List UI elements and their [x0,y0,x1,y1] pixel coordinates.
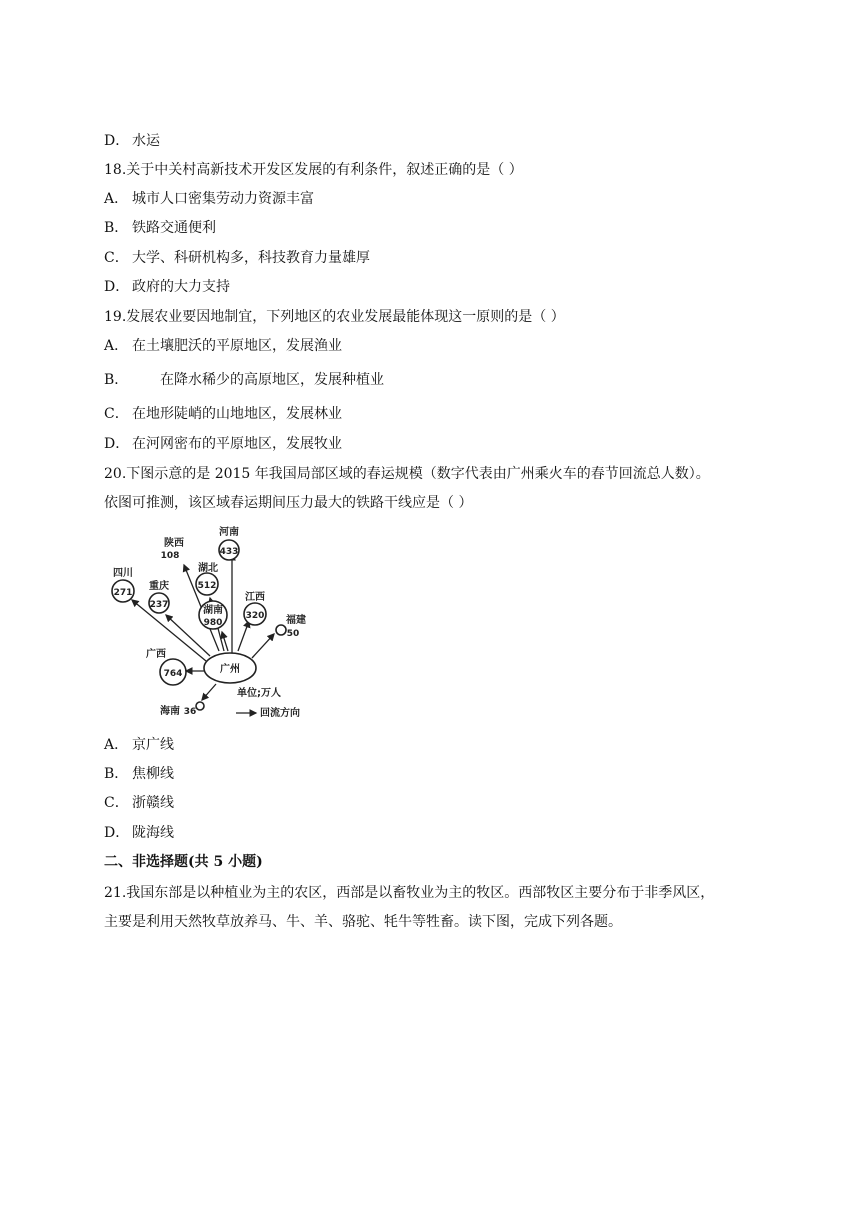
node-value-sichuan: 271 [113,588,133,598]
spring-festival-migration-diagram [104,520,334,725]
q20-option-c [104,793,174,813]
node-name-henan: 河南 [219,527,239,538]
node-name-shaanxi: 陕西 [164,538,184,549]
fujian-circle [276,625,286,635]
node-value-guangxi: 764 [163,669,183,679]
q20-option-a [104,735,174,755]
q18-option-c [104,248,370,268]
q19-option-c [104,404,342,424]
node-name-guangxi: 广西 [146,649,166,660]
option-text: 在土壤肥沃的平原地区，发展渔业 [132,338,342,354]
arrow-jiangxi [238,621,249,651]
node-name-hunan: 湖南 [203,605,223,616]
option-letter: A． [104,737,129,753]
option-text: 城市人口密集劳动力资源丰富 [132,191,314,207]
node-value-fujian: 50 [286,629,300,639]
q19-stem: 19.发展农业要因地制宜，下列地区的农业发展最能体现这一原则的是（ ） [104,309,565,325]
q20-option-b [104,764,174,784]
q20-option-d [104,823,174,843]
q18-option-b [104,218,216,238]
q19-option-d [104,434,342,454]
q19-option-a [104,336,342,356]
q18-option-a [104,189,314,209]
option-text: 铁路交通便利 [132,220,216,236]
option-letter: A． [104,338,129,354]
option-text: 政府的大力支持 [132,279,230,295]
node-value-shaanxi: 108 [160,551,180,561]
option-text: 京广线 [132,737,174,753]
arrow-sichuan [132,600,206,661]
node-value-jiangxi: 320 [245,611,265,621]
option-text: 在降水稀少的高原地区，发展种植业 [160,372,384,388]
q19-option-b [104,370,384,390]
q21-line1: 21.我国东部是以种植业为主的农区，西部是以畜牧业为主的牧区。西部牧区主要分布于非季风区， [104,885,715,901]
node-name-sichuan: 四川 [113,568,133,579]
node-value-henan: 433 [219,547,239,557]
section-heading: 二、非选择题(共 5 小题) [104,854,263,870]
option-text: 在地形陡峭的山地地区，发展林业 [132,406,342,422]
unit-label: 单位;万人 [237,688,281,699]
q18-stem: 18.关于中关村高新技术开发区发展的有利条件，叙述正确的是（ ） [104,162,523,178]
q17-option-d [104,131,160,151]
node-name-hubei: 湖北 [198,563,218,574]
arrow-hainan [202,684,216,700]
node-name-hainan: 海南 [160,706,180,717]
node-name-chongqing: 重庆 [149,581,169,592]
node-name-fujian: 福建 [286,615,306,626]
option-letter: C． [104,250,129,266]
q21-line2: 主要是利用天然牧草放养马、牛、羊、骆驼、牦牛等牲畜。读下图，完成下列各题。 [104,914,622,930]
option-letter: C． [104,406,129,422]
arrow-fujian [252,634,274,658]
option-letter: B． [104,372,129,388]
node-value-hunan: 980 [203,618,223,628]
option-text: 陇海线 [132,825,174,841]
node-name-jiangxi: 江西 [245,592,265,603]
option-text: 焦柳线 [132,766,174,782]
center-label: 广州 [220,664,240,675]
q18-option-d [104,277,230,297]
hainan-circle [196,702,204,710]
option-letter: C． [104,795,129,811]
node-value-chongqing: 237 [149,600,169,610]
node-value-hubei: 512 [197,581,217,591]
option-letter: D． [104,825,130,841]
legend-label: 回流方向 [260,708,300,719]
option-letter: D． [104,133,130,149]
option-letter: D． [104,279,130,295]
node-value-hainan: 36 [183,707,197,717]
option-text: 水运 [132,133,160,149]
option-letter: A． [104,191,129,207]
option-text: 大学、科研机构多，科技教育力量雄厚 [132,250,370,266]
option-text: 在河网密布的平原地区，发展牧业 [132,436,342,452]
option-letter: B． [104,220,129,236]
q20-stem-line1: 20.下图示意的是 2015 年我国局部区域的春运规模（数字代表由广州乘火车的春节回流总人数）。 [104,466,710,482]
q20-stem-line2: 依图可推测，该区域春运期间压力最大的铁路干线应是（ ） [104,495,473,511]
option-text: 浙赣线 [132,795,174,811]
option-letter: B． [104,766,129,782]
option-letter: D． [104,436,130,452]
